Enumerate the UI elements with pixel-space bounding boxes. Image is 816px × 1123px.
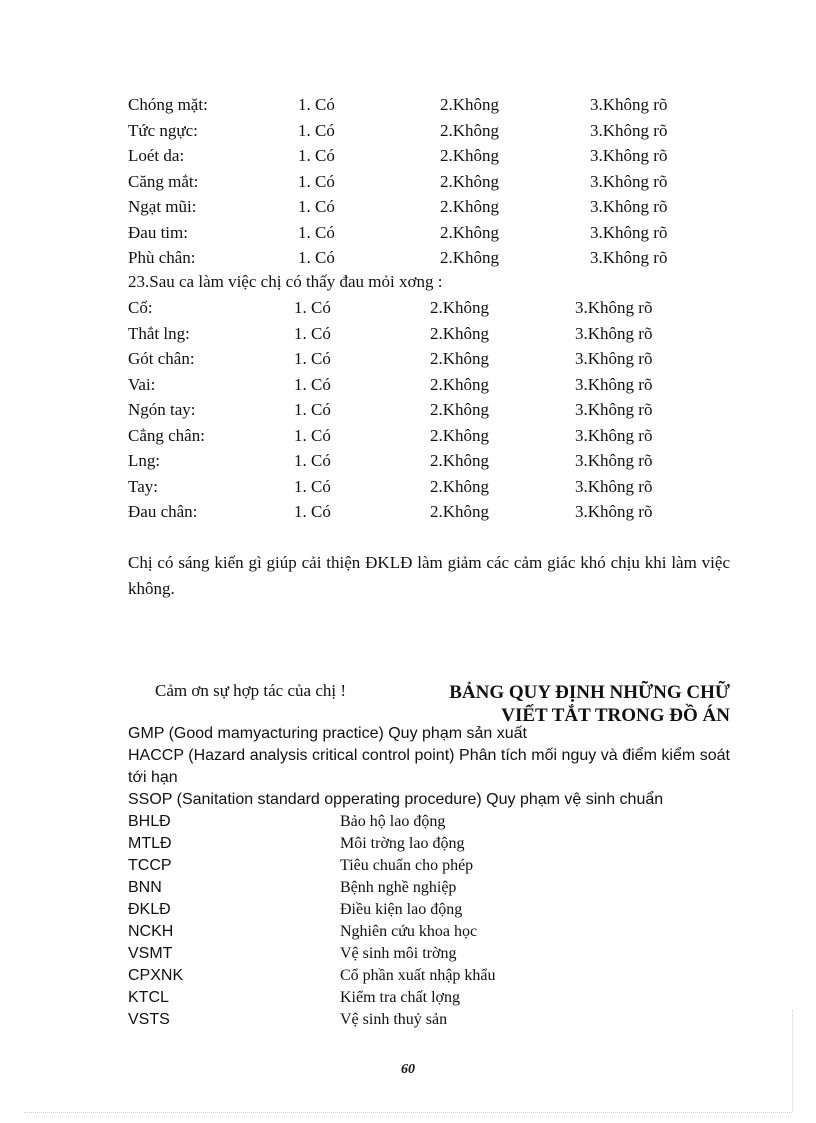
abbr-intro-haccp: HACCP (Hazard analysis critical control point) Phân tích mối nguy và điểm kiểm soát tới hạn [128,747,730,786]
suggestion-paragraph: Chị có sáng kiến gì giúp cải thiện ĐKLĐ làm giảm các cảm giác khó chịu khi làm việc không. [128,553,730,598]
option-yes: 1. Có [298,197,335,216]
abbreviation-code: VSMT [128,945,173,962]
symptom-label: Gót chân: [128,349,195,368]
option-yes: 1. Có [294,298,331,317]
symptom-row [0,119,816,143]
option-unsure: 3.Không rõ [590,120,668,140]
symptom-label: Tay: [128,476,158,496]
abbreviation-meaning: Vệ sinh thuỷ sản [340,1011,448,1028]
option-unsure: 3.Không rõ [590,197,668,216]
symptom-label: Tức ngực: [128,120,198,140]
symptom-row [0,322,816,346]
abbreviation-title [410,681,730,727]
option-unsure: 3.Không rõ [575,425,653,445]
abbreviation-code: ĐKLĐ [128,901,171,918]
option-yes: 1. Có [294,476,331,496]
option-unsure: 3.Không rõ [575,502,653,521]
abbreviation-meaning: Vệ sinh môi trờng [340,945,457,962]
symptom-row [0,93,816,117]
option-no: 2.Không [440,120,500,140]
abbreviation-code: BNN [128,879,162,896]
symptom-row [0,449,816,473]
symptom-row [0,373,816,397]
option-no: 2.Không [440,95,500,114]
option-no: 2.Không [430,425,490,445]
abbreviation-code: MTLĐ [128,835,172,852]
margin-dotted-line [792,1010,793,1112]
abbreviation-row [0,855,816,877]
symptom-row [0,195,816,219]
option-yes: 1. Có [294,374,331,394]
abbreviation-code: BHLĐ [128,813,171,830]
symptom-row [0,296,816,320]
abbreviation-code: NCKH [128,923,174,940]
option-yes: 1. Có [294,425,331,445]
abbreviation-row [0,1009,816,1031]
abbreviation-row [0,877,816,899]
option-no: 2.Không [440,222,500,242]
option-yes: 1. Có [298,248,335,267]
option-yes: 1. Có [294,323,331,343]
abbreviation-meaning: Cổ phần xuất nhập khẩu [340,967,496,984]
abbreviation-meaning: Môi trờng lao động [340,835,465,852]
symptom-label: Đau chân: [128,502,198,521]
abbreviation-row [0,811,816,833]
symptom-row [0,246,816,270]
thanks-text: Cảm ơn sự hợp tác của chị ! [155,681,347,700]
option-unsure: 3.Không rõ [590,222,668,242]
symptom-label: Cẳng chân: [128,425,205,445]
symptom-label: Loét da: [128,146,185,165]
option-unsure: 3.Không rõ [590,95,668,114]
option-yes: 1. Có [298,222,335,242]
title-line-1: BẢNG QUY ĐỊNH NHỮNG CHỮ [449,682,730,703]
symptom-label: Cổ: [128,298,153,317]
option-no: 2.Không [430,323,490,343]
abbreviation-meaning: Bệnh nghề nghiệp [340,879,457,896]
abbreviation-meaning: Tiêu chuẩn cho phép [340,857,474,874]
option-yes: 1. Có [294,451,331,470]
option-no: 2.Không [430,502,490,521]
footer-dotted-line [24,1112,792,1113]
option-unsure: 3.Không rõ [575,476,653,496]
option-unsure: 3.Không rõ [590,248,668,267]
symptom-label: Căng mắt: [128,171,199,191]
abbreviation-code: TCCP [128,857,172,874]
abbreviation-meaning: Điều kiện lao động [340,901,463,918]
option-yes: 1. Có [294,502,331,521]
abbreviation-row [0,965,816,987]
option-yes: 1. Có [298,171,335,191]
option-unsure: 3.Không rõ [590,146,668,165]
option-yes: 1. Có [294,400,331,419]
option-yes: 1. Có [298,95,335,114]
symptom-label: Chóng mặt: [128,95,208,114]
option-unsure: 3.Không rõ [575,298,653,317]
page-number: 60 [401,1062,415,1077]
option-unsure: 3.Không rõ [575,374,653,394]
option-no: 2.Không [440,197,500,216]
option-no: 2.Không [440,146,500,165]
option-yes: 1. Có [298,146,335,165]
option-yes: 1. Có [298,120,335,140]
option-unsure: 3.Không rõ [575,400,653,419]
abbreviation-code: CPXNK [128,967,184,984]
option-yes: 1. Có [294,349,331,368]
symptom-label: Đau tim: [128,222,188,242]
option-no: 2.Không [430,451,490,470]
option-unsure: 3.Không rõ [575,451,653,470]
abbreviation-meaning: Nghiên cứu khoa học [340,923,478,940]
option-no: 2.Không [440,171,500,191]
abbreviation-code: KTCL [128,989,169,1006]
symptom-row [0,170,816,194]
symptom-label: Ngạt mũi: [128,197,197,216]
abbreviation-meaning: Kiểm tra chất lợng [340,989,460,1006]
symptom-row [0,398,816,422]
symptom-row [0,347,816,371]
option-no: 2.Không [430,298,490,317]
symptom-label: Thắt lng: [128,323,190,343]
abbr-intro-gmp: GMP (Good mamyacturing practice) Quy phạm sản xuất [128,725,527,742]
symptom-row [0,475,816,499]
option-unsure: 3.Không rõ [575,349,653,368]
option-no: 2.Không [430,476,490,496]
title-line-2: VIẾT TẮT TRONG ĐỒ ÁN [501,705,730,726]
abbreviation-code: VSTS [128,1011,170,1028]
symptom-label: Phù chân: [128,248,196,267]
symptom-label: Ngón tay: [128,400,196,419]
option-no: 2.Không [430,374,490,394]
option-no: 2.Không [430,349,490,368]
question-23: 23.Sau ca làm việc chị có thấy đau mỏi xơng : [128,272,443,291]
abbreviation-row [0,833,816,855]
option-no: 2.Không [430,400,490,419]
abbreviation-row [0,899,816,921]
symptom-row [0,424,816,448]
abbreviation-row [0,987,816,1009]
option-no: 2.Không [440,248,500,267]
symptom-row [0,144,816,168]
abbr-intro-ssop: SSOP (Sanitation standard opperating procedure) Quy phạm vệ sinh chuẩn [128,791,664,808]
abbreviation-row [0,921,816,943]
symptom-label: Lng: [128,451,161,470]
abbreviation-row [0,943,816,965]
symptom-row [0,221,816,245]
symptom-row [0,500,816,524]
option-unsure: 3.Không rõ [575,323,653,343]
option-unsure: 3.Không rõ [590,171,668,191]
symptom-label: Vai: [128,374,156,394]
abbreviation-meaning: Bảo hộ lao động [340,813,446,830]
